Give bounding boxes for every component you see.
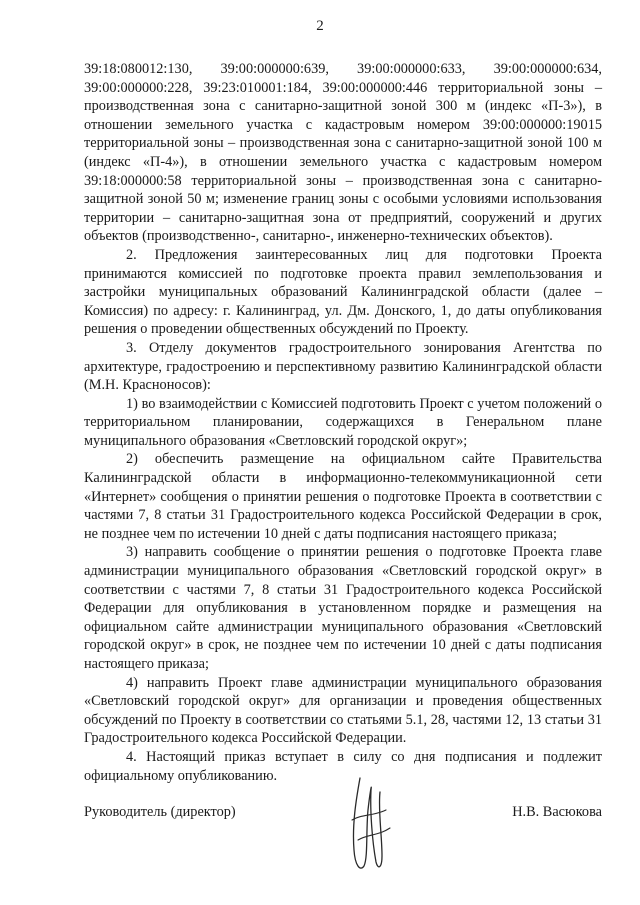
list-item-send-notice: 3) направить сообщение о принятии решения о подготовке Проекта главе администрации муниципального образования «Светловский городской округ» в соответствии с частями 7, 8 статьи 31 Градостроительного кодекса Российской Федерации для опубликования в установленном порядке и размещения на официальном сайте администрации муниципального образования «Светловский городской округ» в срок, не позднее чем по истечении 10 дней с даты подписания настоящего приказа;	[84, 544, 602, 672]
paragraph-zoning-continuation: 39:18:080012:130, 39:00:000000:639, 39:00:000000:633, 39:00:000000:634, 39:00:000000:228, 39:23:010001:184, 39:00:000000:446 территориальной зоны – производственная зона с санитарно-защитной зоной 300 м (индекс «П-3»), в отношении земельного участка с кадастровым номером 39:00:000000:19015 территориальной зоны – производственная зона с санитарно-защитной зоной 100 м (индекс «П-4»), в отношении земельного участка с кадастровым номером 39:18:000000:58 территориальной зоны – производственная зона с санитарно-защитной зоной 50 м; изменение границ зоны с особыми условиями использования территории – санитарно-защитная зона от предприятий, сооружений и других объектов (производственно-, санитарно-, инженерно-технических объектов).	[84, 61, 602, 245]
paragraph-proposals: 2. Предложения заинтересованных лиц для подготовки Проекта принимаются комиссией по подготовке проекта правил землепользования и застройки муниципальных образований Калининградской области (далее – Комиссия) по адресу: г. Калининград, ул. Дм. Донского, 1, до даты опубликования решения о проведении общественных обсуждений по Проекту.	[84, 246, 602, 338]
list-item-send-project: 4) направить Проект главе администрации муниципального образования «Светловский городской округ» для организации и проведения общественных обсуждений по Проекту в соответствии со статьями 5.1, 28, частями 12, 13 статьи 31 Градостроительного кодекса Российской Федерации.	[84, 674, 602, 747]
signatory-name: Н.В. Васюкова	[512, 804, 602, 820]
signature-block	[84, 804, 602, 844]
document-body	[84, 60, 602, 785]
list-item-publish-notice: 2) обеспечить размещение на официальном сайте Правительства Калининградской области в информационно-телекоммуникационной сети «Интернет» сообщения о принятии решения о подготовке Проекта в соответствии с частями 7, 8 статьи 31 Градостроительного кодекса Российской Федерации в срок, не позднее чем по истечении 10 дней с даты подписания настоящего приказа;	[84, 451, 602, 542]
page-number: 2	[316, 18, 324, 34]
paragraph-effective-date: 4. Настоящий приказ вступает в силу со дня подписания и подлежит официальному опубликованию.	[84, 748, 602, 784]
signatory-title: Руководитель (директор)	[84, 804, 236, 820]
list-item-prepare-project: 1) во взаимодействии с Комиссией подготовить Проект с учетом положений о территориальном планировании, содержащихся в Генеральном плане муниципального образования «Светловский городской округ»;	[84, 395, 602, 449]
paragraph-department-tasks: 3. Отделу документов градостроительного зонирования Агентства по архитектуре, градостроению и перспективному развитию Калининградской области (М.Н. Красноносов):	[84, 339, 602, 394]
